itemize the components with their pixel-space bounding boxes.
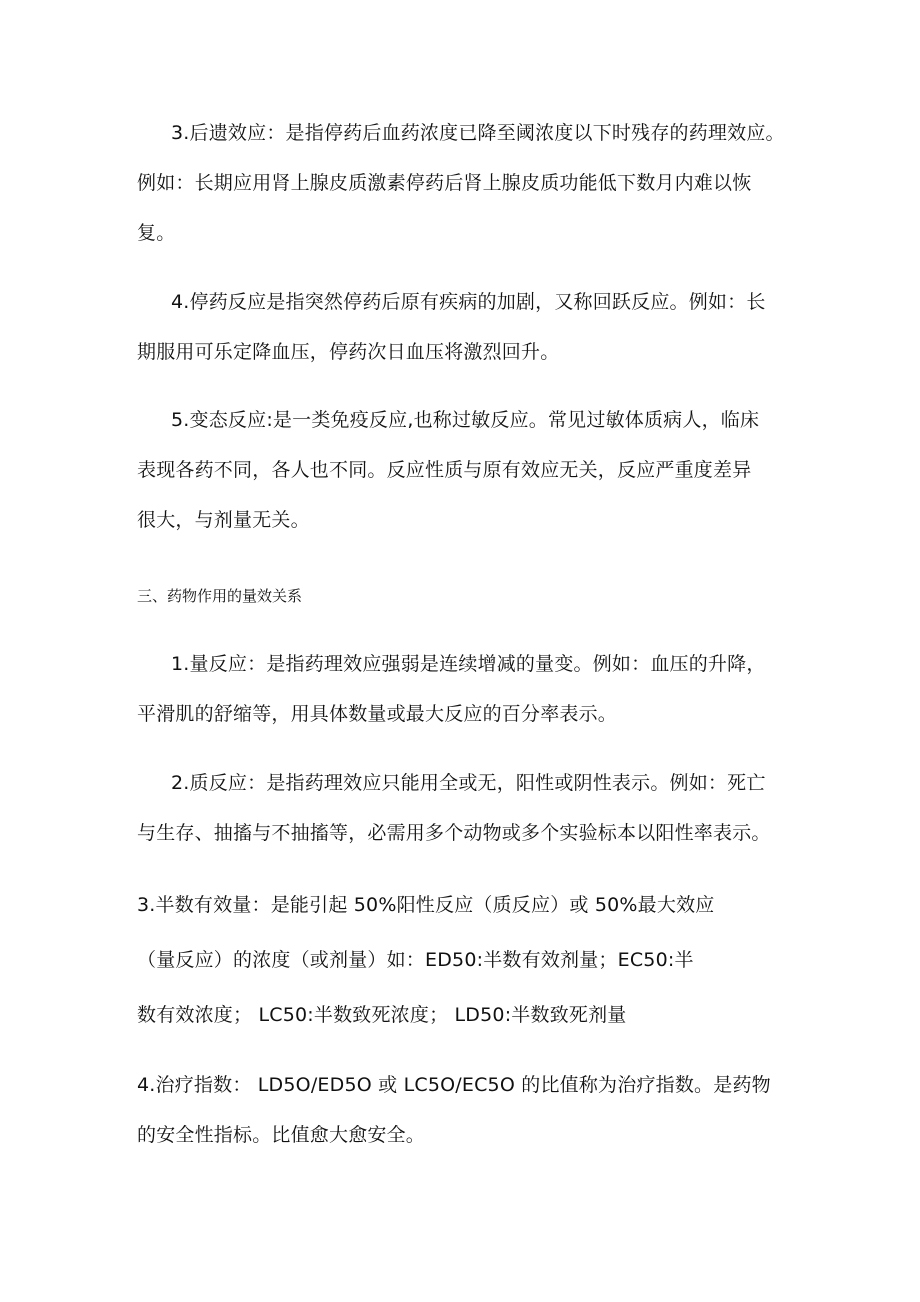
paragraph-line: 例如：长期应用肾上腺皮质激素停药后肾上腺皮质功能低下数月内难以恢 — [137, 172, 752, 194]
paragraph-line: 2.质反应：是指药理效应只能用全或无，阳性或阴性表示。例如：死亡 — [171, 772, 766, 794]
paragraph-line: 数有效浓度； LC50:半数致死浓度； LD50:半数致死剂量 — [137, 1004, 627, 1026]
paragraph-line: 5.变态反应:是一类免疫反应,也称过敏反应。常见过敏体质病人，临床 — [171, 409, 760, 431]
paragraph-line: 4.治疗指数： LD5O/ED5O 或 LC5O/EC5O 的比值称为治疗指数。是药物 — [137, 1074, 771, 1096]
paragraph-line: 4.停药反应是指突然停药后原有疾病的加剧，又称回跃反应。例如：长 — [171, 291, 766, 313]
paragraph-line: （量反应）的浓度（或剂量）如：ED50:半数有效剂量；EC50:半 — [137, 949, 694, 971]
paragraph-line: 的安全性指标。比值愈大愈安全。 — [137, 1124, 426, 1146]
paragraph-line: 很大，与剂量无关。 — [137, 509, 310, 531]
paragraph-line: 3.后遗效应：是指停药后血药浓度已降至阈浓度以下时残存的药理效应。 — [171, 122, 785, 144]
paragraph-line: 复。 — [137, 222, 176, 244]
section-heading: 三、药物作用的量效关系 — [137, 587, 303, 605]
paragraph-line: 表现各药不同，各人也不同。反应性质与原有效应无关，反应严重度差异 — [137, 459, 752, 481]
paragraph-line: 期服用可乐定降血压，停药次日血压将激烈回升。 — [137, 341, 560, 363]
paragraph-line: 平滑肌的舒缩等，用具体数量或最大反应的百分率表示。 — [137, 703, 618, 725]
paragraph-line: 3.半数有效量：是能引起 50%阳性反应（质反应）或 50%最大效应 — [137, 894, 715, 916]
paragraph-line: 1.量反应：是指药理效应强弱是连续增减的量变。例如：血压的升降， — [171, 653, 766, 675]
paragraph-line: 与生存、抽搐与不抽搐等，必需用多个动物或多个实验标本以阳性率表示。 — [137, 822, 771, 844]
